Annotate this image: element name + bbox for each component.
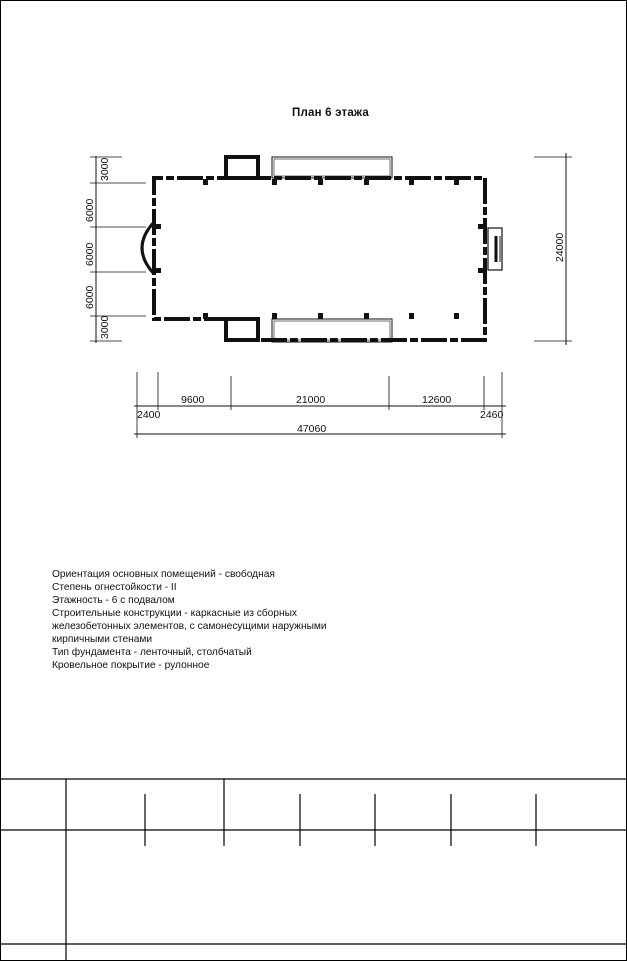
dim-left-5: 3000 — [99, 315, 111, 339]
title-block — [0, 778, 627, 961]
dim-bottom-1: 9600 — [181, 394, 205, 406]
dim-edge-right: 2460 — [480, 409, 504, 421]
dim-left-3: 6000 — [84, 242, 96, 266]
note-line: Ориентация основных помещений - свободная — [52, 569, 275, 580]
dim-left-1: 3000 — [99, 157, 111, 181]
dim-bottom-2: 21000 — [296, 394, 326, 406]
note-line: Строительные конструкции - каркасные из сборных — [52, 608, 298, 619]
building-notes — [52, 568, 327, 672]
note-line: Этажность - 6 с подвалом — [52, 595, 175, 606]
note-line: железобетонных элементов, с самонесущими наружными — [52, 621, 327, 632]
dim-bottom-3: 12600 — [422, 394, 452, 406]
dim-left-2: 6000 — [84, 198, 96, 222]
dim-right-total: 24000 — [554, 232, 566, 262]
plan-title: План 6 этажа — [292, 107, 370, 119]
note-line: кирпичными стенами — [52, 634, 153, 645]
dim-edge-left: 2400 — [137, 409, 161, 421]
note-line: Тип фундамента - ленточный, столбчатый — [52, 647, 252, 658]
dim-total: 47060 — [297, 423, 327, 435]
note-line: Степень огнестойкости - II — [52, 582, 177, 593]
dim-left-4: 6000 — [84, 285, 96, 309]
note-line: Кровельное покрытие - рулонное — [52, 660, 210, 671]
